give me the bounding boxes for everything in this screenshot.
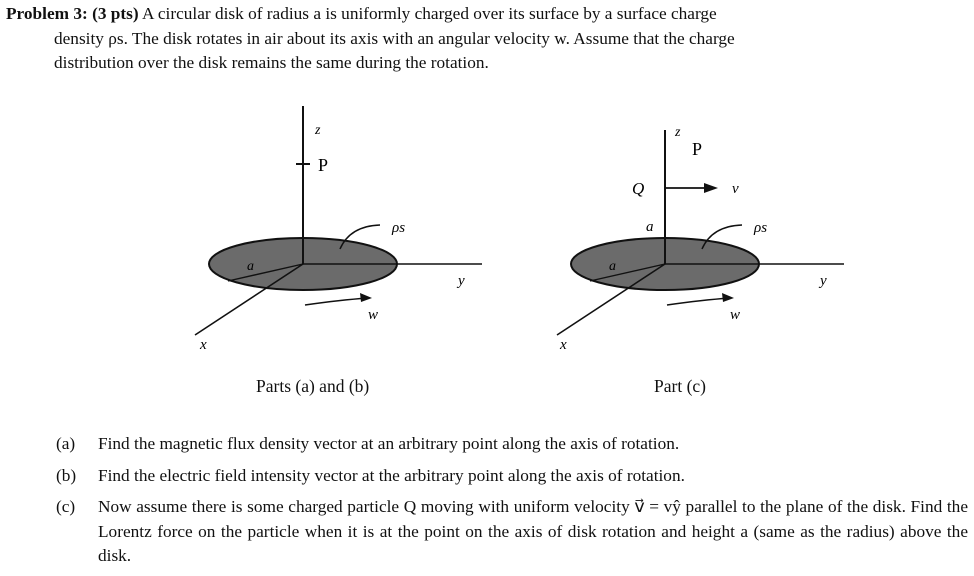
part-b-text: Find the electric field intensity vector at the arbitrary point along the axis of rotation. (98, 465, 685, 485)
w-label: w (368, 307, 379, 323)
part-c-text: Now assume there is some charged particle Q moving with uniform velocity v⃗ = vŷ parallel to the plane of the disk. Find the Lorentz force on the particle when it is at the point on the axis of disk rotation and height a (same as the radius) above the disk. (98, 497, 968, 565)
rotation-arrowhead (360, 293, 372, 302)
part-b-label: (b) (56, 465, 77, 485)
p-label: P (692, 139, 703, 159)
question-part-a (56, 432, 968, 457)
y-label: y (458, 273, 465, 289)
caption-part-c: Part (c) (654, 376, 706, 396)
problem-line-1: A circular disk of radius a is uniformly charged over its surface by a surface charge (142, 4, 717, 23)
height-a-label: a (646, 219, 654, 235)
z-label: z (675, 125, 681, 140)
part-a-label: (a) (56, 434, 76, 453)
figure-parts-ab (190, 92, 490, 366)
p-label: P (318, 155, 329, 175)
problem-statement (6, 2, 968, 76)
figure-part-c (552, 92, 852, 366)
part-a-text: Find the magnetic flux density vector at an arbitrary point along the axis of rotation. (98, 434, 680, 453)
caption-parts-ab: Parts (a) and (b) (256, 376, 370, 396)
v-label: v (732, 181, 739, 197)
problem-line-3: distribution over the disk remains the same during the rotation. (54, 53, 489, 72)
x-label: x (200, 337, 207, 353)
question-part-c (56, 495, 968, 569)
velocity-arrowhead (704, 183, 718, 193)
rho-label: ρs (754, 220, 768, 236)
w-label: w (730, 307, 741, 323)
rotation-arrow (305, 298, 368, 305)
problem-heading: Problem 3: (3 pts) (6, 4, 139, 23)
rotation-arrow (667, 298, 730, 305)
q-label: Q (632, 179, 645, 198)
question-parts (56, 432, 968, 576)
rho-label: ρs (392, 220, 406, 236)
radius-label: a (609, 259, 616, 274)
rotation-arrowhead (722, 293, 734, 302)
radius-label: a (247, 259, 254, 274)
z-label: z (315, 123, 321, 138)
x-label: x (560, 337, 567, 353)
problem-line-2: density ρs. The disk rotates in air about its axis with an angular velocity w. Assume that the charge (54, 28, 735, 48)
figure-c-svg (552, 92, 852, 362)
y-label: y (820, 273, 827, 289)
figure-ab-svg (190, 92, 490, 362)
question-part-b (56, 464, 968, 489)
part-c-label: (c) (56, 497, 76, 516)
